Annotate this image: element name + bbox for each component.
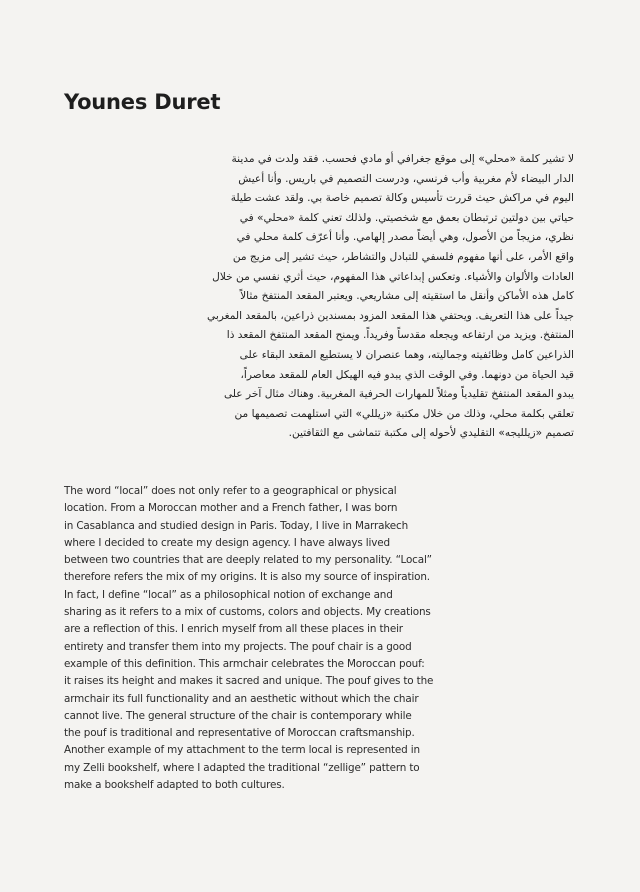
english-line: in Casablanca and studied design in Paris. Today, I live in Marrakech (64, 519, 409, 532)
arabic-line: واقع الأمر، على أنها مفهوم فلسفي للتبادل والتشاطر، حيث تشير إلى مزيج من (232, 250, 574, 263)
author-name-heading: Younes Duret (64, 90, 221, 114)
english-line: between two countries that are deeply related to my personality. “Local” (64, 554, 432, 567)
english-line: therefore refers the mix of my origins. It is also my source of inspiration. (64, 571, 430, 584)
arabic-line: تصميم «زيلليجه» التقليدي لأحوله إلى مكتبة تتماشى مع الثقافتين. (288, 427, 574, 440)
arabic-line: نظري، مزيجاً من الأصول، وهي أيضاً مصدر إلهامي. وأنا أعرّف كلمة محلي في (236, 231, 574, 244)
arabic-line: لا تشير كلمة «محلي» إلى موقع جغرافي أو مادي فحسب. فقد ولدت في مدينة (231, 153, 574, 165)
english-line: Another example of my attachment to the term local is represented in (64, 744, 420, 757)
arabic-line: يبدو المقعد المنتفخ تقليدياً ومثلاً للمهارات الحرفية المغربية. وهناك مثال آخر على (223, 388, 574, 401)
english-line: entirety and transfer them into my projects. The pouf chair is a good (64, 640, 412, 653)
english-line: the pouf is traditional and representative of Moroccan craftsmanship. (64, 727, 415, 740)
english-line: cannot live. The general structure of the chair is contemporary while (64, 709, 412, 722)
arabic-line: كامل هذه الأماكن وأنقل ما استقيته إلى مشاريعي. ويعتبر المقعد المنتفخ مثالاً (240, 290, 574, 303)
arabic-line: الذراعين كامل وظائفيته وجماليته، وهما عنصران لا يستطيع المقعد البقاء على (239, 348, 574, 361)
arabic-line: جيداً على هذا التعريف. ويحتفي هذا المقعد المزود بمسندين ذراعين، بالمقعد المغربي (207, 309, 574, 322)
english-line: it raises its height and makes it sacred and unique. The pouf gives to the (64, 675, 434, 688)
arabic-line: المنتفخ. ويزيد من ارتفاعه ويجعله مقدساً وفريداً. ويمنح المقعد المنتفخ المقعد ذا (226, 329, 574, 342)
english-line: sharing as it refers to a mix of customs, colors and objects. My creations (64, 606, 431, 619)
english-line: are a reflection of this. I enrich myself from all these places in their (64, 623, 403, 636)
arabic-line: الدار البيضاء لأم مغربية وأب فرنسي، ودرست التصميم في باريس. وأنا أعيش (238, 172, 574, 185)
arabic-line: قيد الحياة من دونهما. وفي الوقت الذي يبدو فيه الهيكل العام للمقعد معاصراً، (240, 368, 574, 381)
english-line: my Zelli bookshelf, where I adapted the traditional “zellige” pattern to (64, 761, 420, 774)
arabic-line: اليوم في مراكش حيث قررت تأسيس وكالة تصميم خاصة بي. ولقد عشت طيلة (230, 192, 574, 205)
english-line: The word “local” does not only refer to a geographical or physical (64, 485, 397, 497)
arabic-paragraph (178, 150, 574, 444)
arabic-line: تعلقي بكلمة محلي، وذلك من خلال مكتبة «زيللي» التي استلهمت تصميمها من (234, 407, 574, 420)
english-paragraph (64, 483, 584, 794)
english-line: example of this definition. This armchair celebrates the Moroccan pouf: (64, 657, 425, 670)
english-line: where I decided to create my design agency. I have always lived (64, 536, 390, 549)
arabic-line: حياتي بين دولتين ترتبطان بعمق مع شخصيتي. ولذلك تعني كلمة «محلي» في (239, 211, 574, 224)
english-line: In fact, I define “local” as a philosophical notion of exchange and (64, 588, 393, 601)
english-line: armchair its full functionality and an aesthetic without which the chair (64, 692, 419, 705)
arabic-line: العادات والألوان والأشياء. وتعكس إبداعاتي هذا المفهوم، حيث أثري نفسي من خلال (212, 270, 574, 283)
english-line: make a bookshelf adapted to both cultures. (64, 779, 285, 792)
english-line: location. From a Moroccan mother and a French father, I was born (64, 502, 398, 515)
